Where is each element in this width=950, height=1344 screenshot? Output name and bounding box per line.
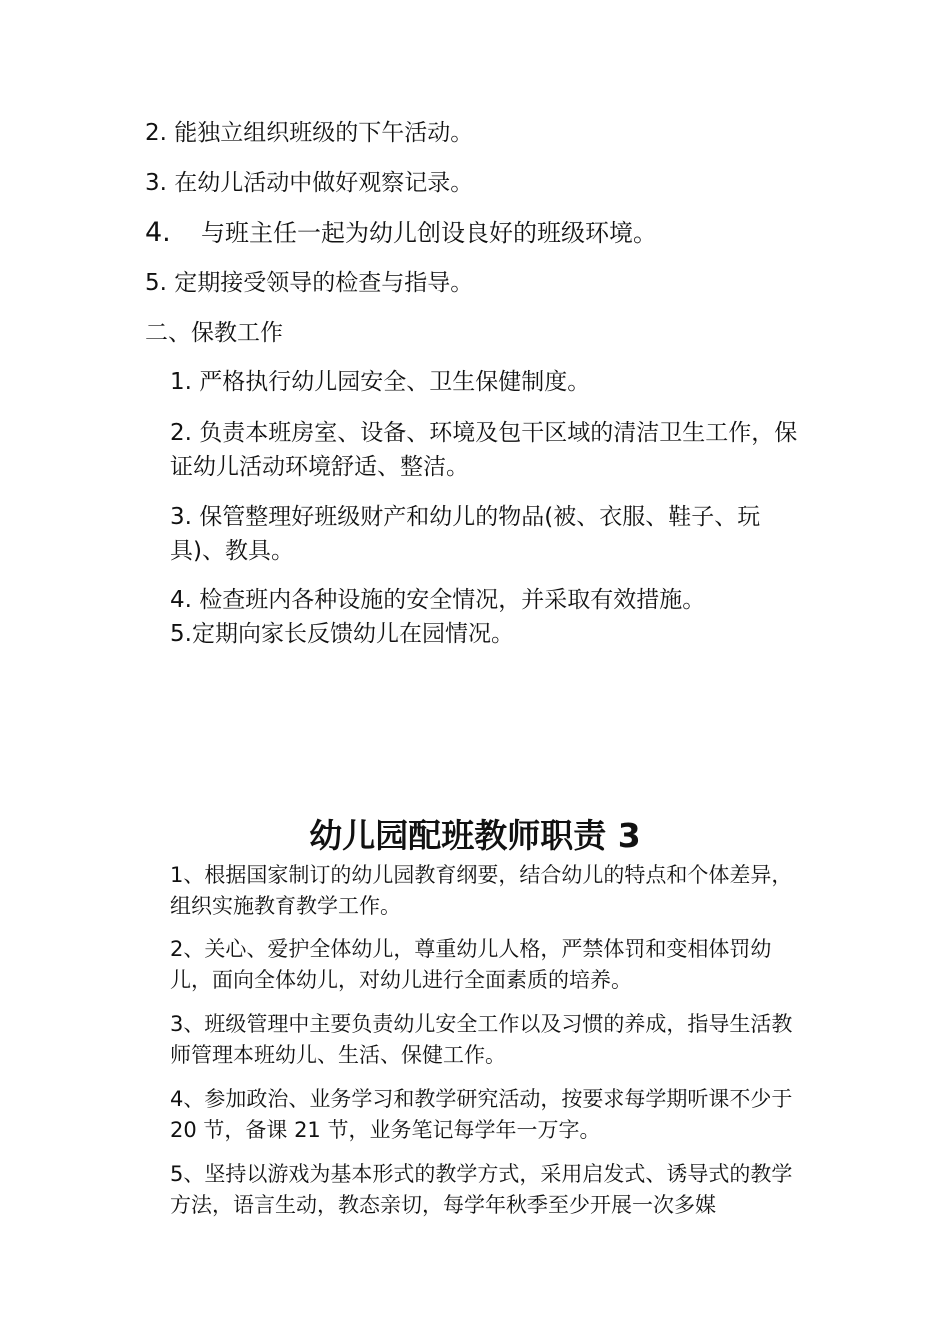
duty-item-2: 2. 能独立组织班级的下午活动。 — [145, 120, 474, 146]
responsibility-paragraph-4: 4、参加政治、业务学习和教学研究活动，按要求每学期听课不少于 20 节，备课 21 节，业务笔记每学年一万字。 — [170, 1087, 793, 1142]
responsibility-paragraph-2: 2、关心、爱护全体幼儿，尊重幼儿人格，严禁体罚和变相体罚幼儿，面向全体幼儿，对幼儿进行全面素质的培养。 — [170, 937, 772, 992]
responsibility-paragraph-5: 5、坚持以游戏为基本形式的教学方式，采用启发式、诱导式的教学方法，语言生动，教态亲切，每学年秋季至少开展一次多媒 — [170, 1162, 793, 1217]
care-item-2: 2. 负责本班房室、设备、环境及包干区域的清洁卫生工作，保证幼儿活动环境舒适、整洁。 — [170, 420, 798, 480]
duty-item-5: 5. 定期接受领导的检查与指导。 — [145, 270, 474, 296]
section-heading-care: 二、保教工作 — [145, 320, 283, 346]
page-title: 幼儿园配班教师职责 3 — [309, 816, 641, 855]
responsibility-paragraph-3: 3、班级管理中主要负责幼儿安全工作以及习惯的养成，指导生活教师管理本班幼儿、生活、保健工作。 — [170, 1012, 793, 1067]
duty-item-4-number: 4. — [145, 217, 171, 248]
care-item-3: 3. 保管整理好班级财产和幼儿的物品(被、衣服、鞋子、玩具)、教具。 — [170, 504, 761, 564]
care-item-5: 5.定期向家长反馈幼儿在园情况。 — [170, 621, 514, 647]
duty-item-3: 3. 在幼儿活动中做好观察记录。 — [145, 170, 474, 196]
care-item-1: 1. 严格执行幼儿园安全、卫生保健制度。 — [170, 369, 591, 395]
duty-item-4-text: 与班主任一起为幼儿创设良好的班级环境。 — [201, 219, 657, 247]
duty-item-4 — [145, 216, 657, 250]
responsibility-paragraph-1: 1、根据国家制订的幼儿园教育纲要，结合幼儿的特点和个体差异，组织实施教育教学工作。 — [170, 863, 793, 918]
care-item-4: 4. 检查班内各种设施的安全情况，并采取有效措施。 — [170, 587, 706, 613]
